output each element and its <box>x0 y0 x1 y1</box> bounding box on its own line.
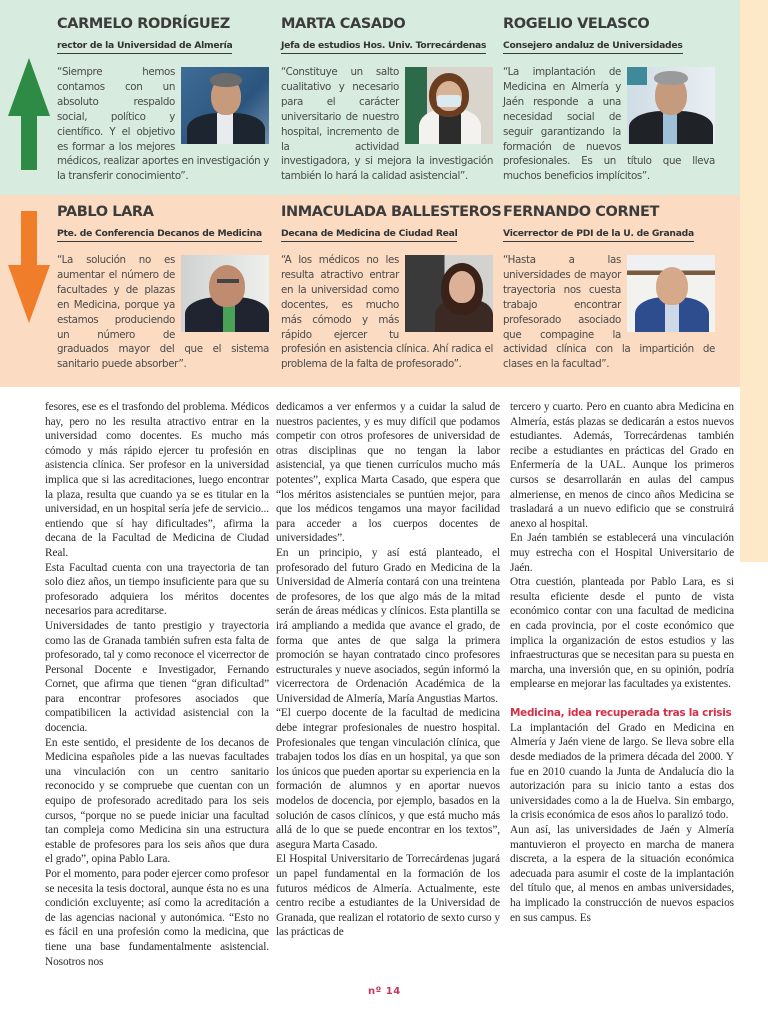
article-column-2 <box>276 400 500 940</box>
portrait-photo <box>405 67 493 144</box>
side-color-strip <box>740 0 768 562</box>
arrow-down-icon <box>8 211 50 323</box>
paragraph: Por el momento, para poder ejercer como profesor se necesita la tesis doctoral, aunque ésta no es una condición excluyente; así como la acreditación a de las agencias nacional y autonómica. “Esto no es fácil en una profesión como la medicina, que tiene una base fundamentalmente asistencial. Nosotros nos <box>45 868 269 968</box>
portrait-photo <box>405 255 493 332</box>
profile-inmaculada-ballesteros <box>281 204 502 372</box>
profile-role: Jefa de estudios Hos. Univ. Torrecárdenas <box>281 39 486 54</box>
paragraph: dedicamos a ver enfermos y a cuidar la salud de nuestros pacientes, y es muy difícil que podamos competir con otros profesores de universidad de otras disciplinas que no tengan la labor asistencial, ya que tienen currículos mucho más potentes”, explica Marta Casado, que espera que “los méritos asistenciales se puntúen mejor, para que los médicos tengamos una mayor facilidad para acceder a los cuerpos docentes de universidades”. <box>276 401 500 545</box>
negative-opinions-band <box>0 195 740 387</box>
paragraph: El Hospital Universitario de Torrecárdenas jugará un papel fundamental en la formación de los futuros médicos de Almería. Actualmente, este centro recibe a estudiantes de la Universidad de Granada, que realizan el rotatorio de sexto curso y las prácticas de <box>276 853 500 939</box>
profile-name: INMACULADA BALLESTEROS <box>281 204 502 220</box>
paragraph: fesores, ese es el trasfondo del problema. Médicos hay, pero no les resulta atractivo entrar en la universidad como docentes. Es mucho más cómodo y más rápido ejercer tu profesión en asistencia clínica. Ser profesor en la universidad implica que si las acreditaciones, luego encontrar la plaza, resulta que cuando ya se es titular en la universidad, en un hospital sería jefe de servicio... entiendo que sí hay dificultades”, afirma la decana de la Facultad de Medicina de Ciudad Real. <box>45 401 269 559</box>
profile-fernando-cornet <box>503 204 715 372</box>
profile-name: ROGELIO VELASCO <box>503 16 650 32</box>
paragraph: En Jaén también se establecerá una vinculación muy estrecha con el Hospital Universitario de Jaén. <box>510 532 734 574</box>
profile-carmelo-rodriguez <box>57 16 269 184</box>
paragraph: Otra cuestión, planteada por Pablo Lara, es si resulta eficiente desde el punto de vista económico contar con una facultad de medicina en cada provincia, por el coste económico que implica la organización de estos estudios y las infraestructuras que se necesitan para su puesta en marcha, una inversión que, en su opinión, podría emplearse en mejorar las facultades ya existentes. <box>510 576 734 691</box>
profile-role: Pte. de Conferencia Decanos de Medicina <box>57 227 262 242</box>
profile-name: FERNANDO CORNET <box>503 204 659 220</box>
portrait-photo <box>627 67 715 144</box>
portrait-photo <box>181 255 269 332</box>
portrait-photo <box>181 67 269 144</box>
quote-text: “Siempre hemos contamos con un absoluto respaldo social, político y científico. Y el objetivo es formar a los mejores médicos, realizar aportes en investigación y la transferir conocimiento”. <box>57 66 269 183</box>
profile-quote <box>57 65 269 184</box>
profile-quote <box>503 65 715 184</box>
quote-text: “A los médicos no les resulta atractivo entrar en la universidad como docentes, es mucho más cómodo y más rápido ejercer tu profesión en asistencia clínica. Ahí radica el problema de la falta de profesorado”. <box>281 254 493 371</box>
page-number: nº 14 <box>368 986 401 997</box>
quote-text: “Constituye un salto cualitativo y necesario para el carácter universitario de nuestro hospital, incremento de la actividad investigadora, y si mejora la investigación también lo hará la calidad asistencial”. <box>281 66 493 183</box>
positive-opinions-band <box>0 0 740 195</box>
profile-quote <box>281 65 493 184</box>
section-subhead: Medicina, idea recuperada tras la crisis <box>510 706 732 719</box>
article-column-3 <box>510 400 734 925</box>
profile-role: Consejero andaluz de Universidades <box>503 39 683 54</box>
profile-role: rector de la Universidad de Almería <box>57 39 232 54</box>
profile-quote <box>57 253 269 372</box>
profile-role: Decana de Medicina de Ciudad Real <box>281 227 457 242</box>
profile-quote <box>503 253 715 372</box>
paragraph: “El cuerpo docente de la facultad de medicina debe integrar profesionales de nuestro hospital. Profesionales que tengan vinculación clínica, que trabajen todos los días en un hospital, ya que son los únicos que pueden aportar su experiencia en la formación de alumnos y en aportar nuevos modelos de docencia, por ejemplo, basados en la solución de casos clínicos, y que está mucho más allá de lo que se puede encontrar en los textos”, asegura Marta Casado. <box>276 707 500 851</box>
portrait-photo <box>627 255 715 332</box>
profile-pablo-lara <box>57 204 269 372</box>
arrow-up-icon <box>8 58 50 170</box>
paragraph: tercero y cuarto. Pero en cuanto abra Medicina en Almería, estás plazas se dedicarán a estos nuevos estudiantes. Además, Torrecárdenas también recibe a estudiantes en prácticas del Grado en Enfermería de la UAL. Aunque los primeros cursos se desarrollarán en aulas del campus almeriense, en menos de cinco años Medicina se trasladará a un nuevo edificio que se construirá anexo al hospital. <box>510 401 734 530</box>
profile-role: Vicerrector de PDI de la U. de Granada <box>503 227 694 242</box>
profile-name: CARMELO RODRÍGUEZ <box>57 16 230 32</box>
paragraph: En este sentido, el presidente de los decanos de Medicina españoles pide a las nuevas facultades una vinculación con un centro sanitario reconocido y se compruebe que cuentan con un equipo de profesorado acreditado para los seis cursos, “porque no se puede iniciar una facultad tan compleja como Medicina sin una estructura estable de profesores para los seis años que dura el grado”, opina Pablo Lara. <box>45 736 269 866</box>
paragraph: Universidades de tanto prestigio y trayectoria como las de Granada también sufren esta falta de profesorado, tal y como reconoce el vicerrector de Personal Docente e Investigador, Fernando Cornet, que afirma que tienen “gran dificultad” para encontrar profesores asociados que compatibilicen la actividad asistencial con la docencia. <box>45 619 269 735</box>
quote-text: “La solución no es aumentar el número de facultades y de plazas en Medicina, porque ya estamos produciendo un número de graduados mayor del que el sistema sanitario puede absorber”. <box>57 254 269 371</box>
quote-text: “La implantación de Medicina en Almería y Jaén responde a una necesidad social de seguir garantizando la formación de nuevos profesionales. Es un título que lleva muchos beneficios implícitos”. <box>503 66 715 183</box>
paragraph: La implantación del Grado en Medicina en Almería y Jaén viene de largo. Se lleva sobre ella desde mediados de la primera década del 2000. Y fue en 2010 cuando la Junta de Andalucía dio la autorización para su inicio tanto a estas dos universidades como a la de Huelva. Sin embargo, la crisis económica de esos años lo paralizó todo. <box>510 721 734 822</box>
profile-name: MARTA CASADO <box>281 16 406 32</box>
paragraph: Aun así, las universidades de Jaén y Almería mantuvieron el proyecto en marcha de manera discreta, a la espera de la situación económica adecuada para asumir el coste de la implantación del título que, al menos en ambas universidades, ha implicado la construcción de nuevos espacios en sus campus. Es <box>510 824 734 924</box>
quote-text: “Hasta a las universidades de mayor trayectoria nos cuesta trabajo encontrar profesorado asociado que compagine la actividad clínica con la impartición de clases en la facultad”. <box>503 254 715 371</box>
profile-rogelio-velasco <box>503 16 715 184</box>
profile-marta-casado <box>281 16 493 184</box>
profile-quote <box>281 253 493 372</box>
article-column-1 <box>45 400 269 969</box>
paragraph: En un principio, y así está planteado, el profesorado del futuro Grado en Medicina de la Universidad de Almería contará con una treintena de profesores, de los que algo más de la mitad serán de áreas médicas y clínicos. Esta plantilla se irá ampliando a medida que avance el grado, de forma que antes de que salga la primera promoción se hayan contratado cinco profesores estructurales y nueve asociados, según informó la vicerrectora de Ordenación Académica de la Universidad de Almería, María Angustias Martos. <box>276 546 500 705</box>
profile-name: PABLO LARA <box>57 204 154 220</box>
paragraph: Esta Facultad cuenta con una trayectoria de tan solo diez años, un tiempo insuficiente para que su profesorado adquiera los méritos docentes necesarios para acreditarse. <box>45 561 269 618</box>
